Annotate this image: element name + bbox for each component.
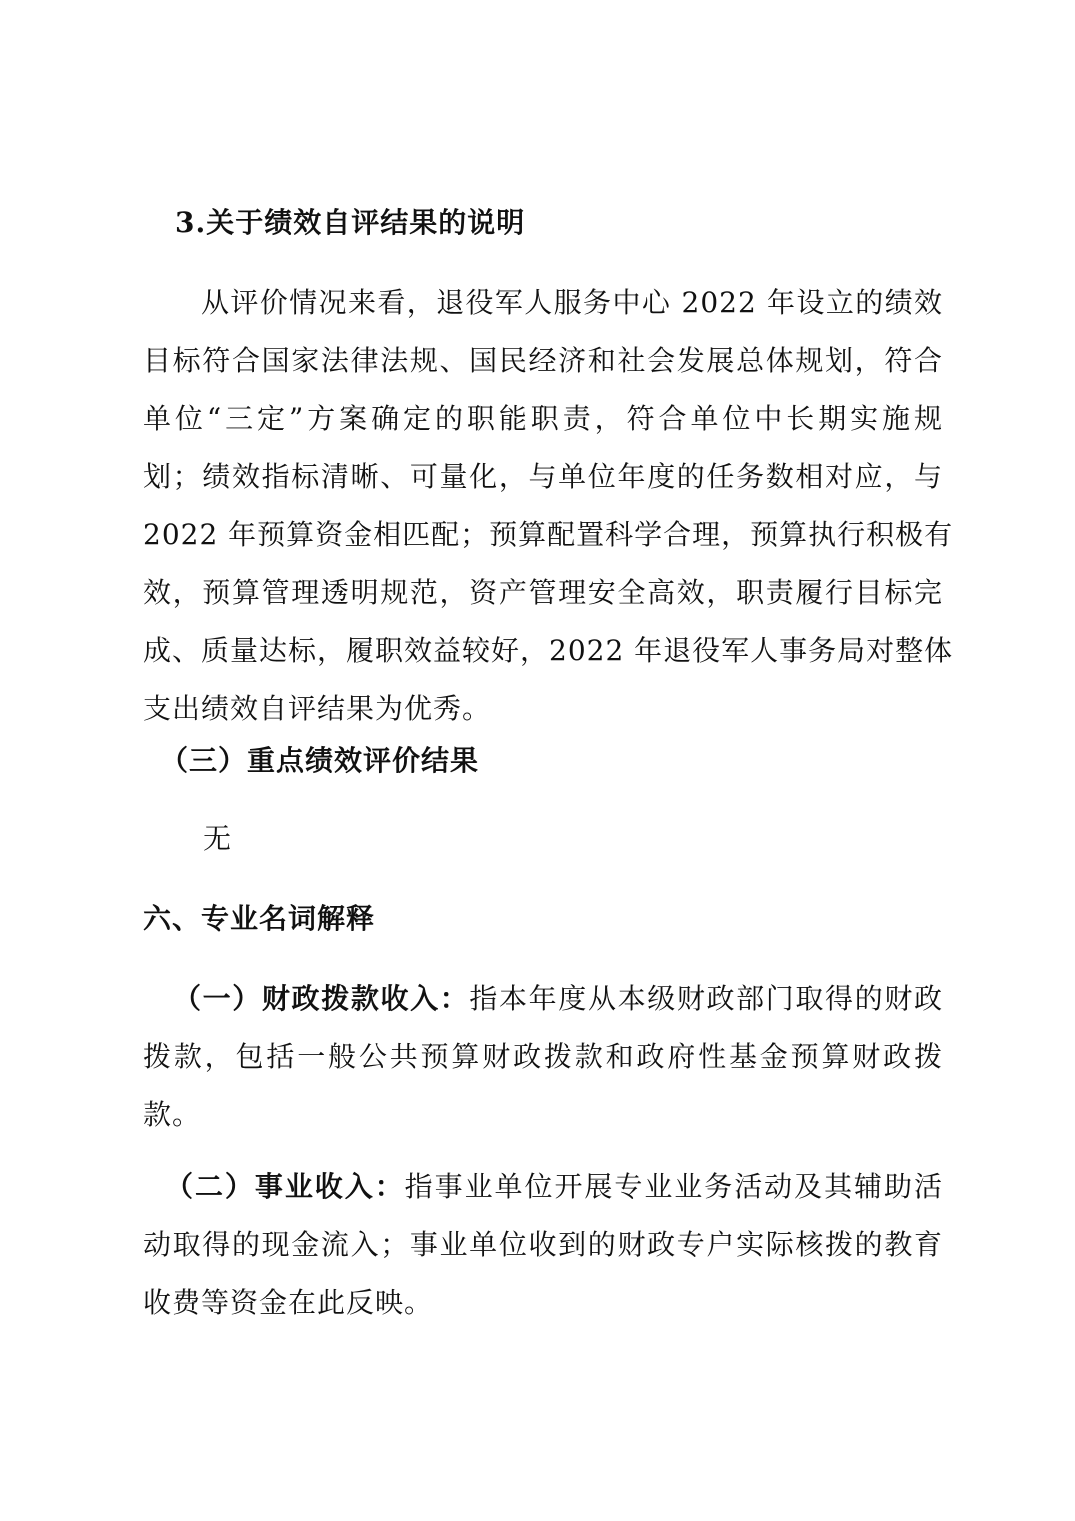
paragraph-line: 收费等资金在此反映。 xyxy=(143,1286,434,1319)
key-eval-heading xyxy=(160,732,960,790)
term-2-label: （二）事业收入： xyxy=(165,1170,405,1203)
paragraph-line: 目标符合国家法律法规、国民经济和社会发展总体规划，符合 xyxy=(143,344,943,377)
section-6-heading xyxy=(143,890,943,948)
key-eval-heading-text: （三）重点绩效评价结果 xyxy=(160,744,480,777)
paragraph-line: 单位“三定”方案确定的职能职责，符合单位中长期实施规 xyxy=(143,402,943,435)
term-1-definition: 指本年度从本级财政部门取得的财政 xyxy=(469,982,943,1015)
term-2-definition: 指事业单位开展专业业务活动及其辅助活 xyxy=(404,1170,943,1203)
section-3-paragraph xyxy=(143,274,954,738)
paragraph-line: 成、质量达标，履职效益较好，2022 年退役军人事务局对整体 xyxy=(143,634,954,667)
section-3-title-text: 3.关于绩效自评结果的说明 xyxy=(175,206,526,239)
term-1-label: （一）财政拨款收入： xyxy=(173,982,470,1015)
paragraph-line: 效，预算管理透明规范，资产管理安全高效，职责履行目标完 xyxy=(143,576,943,609)
paragraph-line: 拨款，包括一般公共预算财政拨款和政府性基金预算财政拨 xyxy=(143,1040,943,1073)
term-2-first-line xyxy=(143,1158,943,1216)
paragraph-line: 动取得的现金流入；事业单位收到的财政专户实际核拨的教育 xyxy=(143,1228,943,1261)
paragraph-line: 2022 年预算资金相匹配；预算配置科学合理，预算执行积极有 xyxy=(143,518,954,551)
key-eval-value-text: 无 xyxy=(203,822,233,855)
paragraph-line: 划；绩效指标清晰、可量化，与单位年度的任务数相对应，与 xyxy=(143,460,943,493)
paragraph-line: 支出绩效自评结果为优秀。 xyxy=(143,692,492,725)
section-3-title xyxy=(175,194,935,252)
key-eval-value xyxy=(203,810,1003,868)
paragraph-line: 款。 xyxy=(143,1098,202,1131)
term-1-first-line xyxy=(143,970,943,1028)
term-2-paragraph xyxy=(143,1158,943,1332)
paragraph-line: 从评价情况来看，退役军人服务中心 2022 年设立的绩效 xyxy=(201,286,943,319)
term-1-paragraph xyxy=(143,970,943,1144)
section-6-heading-text: 六、专业名词解释 xyxy=(143,902,376,935)
